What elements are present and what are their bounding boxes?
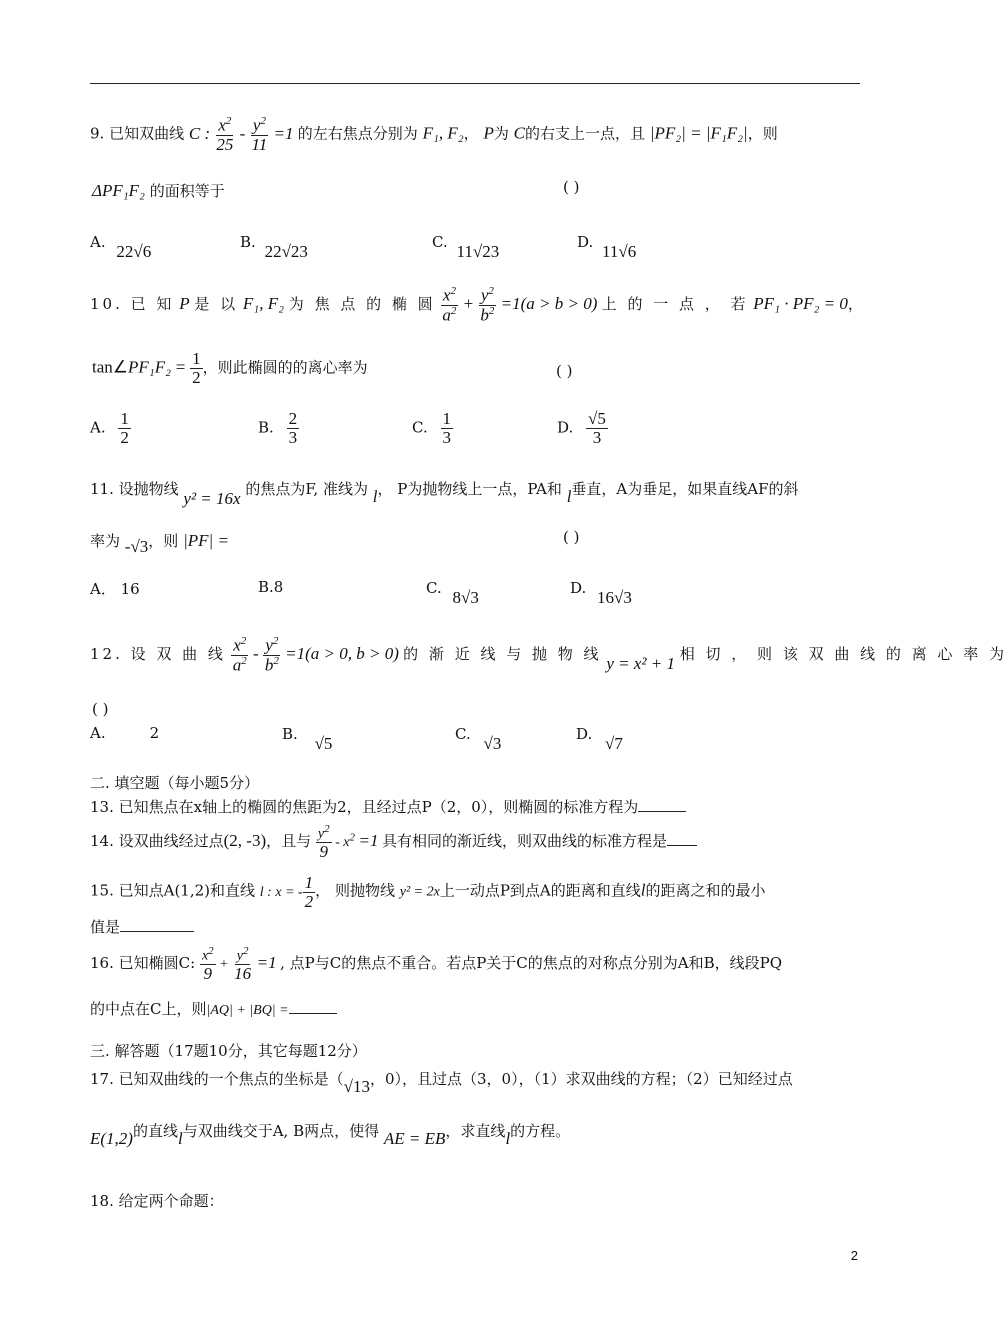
- q9-answer-paren: ( ): [563, 178, 580, 196]
- option-value: $\frac{√5}{3}$: [588, 409, 606, 447]
- q12-option-b: [282, 724, 333, 753]
- q10-text1: 是 以: [194, 294, 239, 313]
- option-label: D.: [576, 725, 593, 743]
- option-value: 8√3: [452, 588, 479, 607]
- q11-text3: 垂直，A为垂足，如果直线AF的斜: [571, 480, 799, 498]
- q10-line2: tan∠PF₁F₂ = $\frac{1}{2}$ ，则此椭圆的的离心率为: [92, 349, 368, 387]
- option-value: 16√3: [597, 588, 632, 607]
- q10-text5: ，则此椭圆的的离心率为: [202, 358, 368, 377]
- q16-text-c: 的中点在C上，则: [90, 1000, 207, 1018]
- q17-line1: [90, 1068, 793, 1096]
- q16-line1: [90, 946, 782, 983]
- q11-parabola: y² = 16x: [183, 489, 241, 508]
- q12-parabola: y = x² + 1: [606, 653, 675, 673]
- q9-text4: 的右支上一点，且: [525, 124, 646, 143]
- q14-equation: $\frac{y^2}{9}$ - $x^2 =1$: [317, 823, 379, 862]
- q10-option-b: [258, 410, 299, 447]
- q16-line2: [90, 998, 337, 1019]
- option-value: $\frac{2}{3}$: [288, 409, 298, 447]
- q9-foci: F₁, F₂: [422, 123, 464, 143]
- option-label: D.: [570, 579, 587, 597]
- q11-text5: ，则: [148, 532, 179, 550]
- q12-option-a: [90, 724, 159, 742]
- q10-ellipse: $\frac{x^2}{a^2}$ + $\frac{y^2}{b^2}$ =1(a > b > 0): [442, 285, 598, 325]
- q17-text-b: ，0），且过点（3，0），（1）求双曲线的方程；（2）已知经过点: [369, 1070, 793, 1088]
- q17-text-f: ，求直线: [445, 1122, 506, 1140]
- q14: [90, 824, 697, 861]
- q15-text-c: 上一动点P到点A的距离和直线: [439, 881, 641, 900]
- q16-text-a: 16. 已知椭圆C:: [90, 953, 196, 972]
- q15-text-b: ， 则抛物线: [315, 881, 395, 900]
- q11-text1: 的焦点为F, 准线为: [245, 480, 368, 498]
- q10-line1: [90, 286, 863, 324]
- q11-line-l: l: [372, 487, 378, 506]
- q10-answer-paren: ( ): [556, 362, 573, 380]
- option-label: D.: [557, 418, 574, 437]
- q14-text-c: 具有相同的渐近线，则双曲线的标准方程是: [382, 831, 668, 850]
- q9-comma: ，: [463, 124, 479, 143]
- option-value: √3: [483, 734, 502, 753]
- q17-root: √13: [343, 1077, 370, 1096]
- q9-option-b: [240, 232, 308, 261]
- q9-point-p: P: [483, 123, 494, 143]
- q11-slope: -√3: [124, 537, 149, 556]
- q9-c: C: [513, 123, 525, 143]
- header-rule: [90, 83, 860, 84]
- option-value: 11√23: [456, 242, 500, 261]
- option-label: B.: [258, 418, 274, 437]
- option-value: 11√6: [602, 242, 637, 261]
- q12-text2: 相 切 ， 则 该 双 曲 线 的 离 心 率 为: [679, 644, 1007, 663]
- option-label: A.: [90, 418, 106, 437]
- q14-text-b: ，且与: [266, 831, 312, 850]
- q14-text-a: 14. 设双曲线经过点: [90, 831, 224, 850]
- page-number: 2: [850, 1248, 858, 1263]
- option-label: A．: [90, 580, 116, 598]
- q10-option-a: [90, 410, 131, 447]
- q9-option-d: [577, 232, 637, 261]
- q9-intro: 9. 已知双曲线: [90, 124, 185, 143]
- q12-hyperbola: $\frac{x^2}{a^2}$ - $\frac{y^2}{b^2}$ =1(a > 0, b > 0): [232, 635, 399, 675]
- q15-parabola: y² = 2x: [399, 884, 440, 900]
- q17-line-l2: l: [505, 1129, 511, 1148]
- q16-blank: [289, 1013, 337, 1014]
- option-label: C.: [426, 579, 442, 597]
- q15-line2: [90, 916, 194, 937]
- q12-answer-paren: ( ): [92, 700, 109, 718]
- option-value: $\frac{1}{3}$: [442, 409, 451, 447]
- q18: 18. 给定两个命题：: [90, 1192, 224, 1210]
- q11-intro: 11. 设抛物线: [90, 480, 179, 498]
- q9-option-a: [90, 232, 152, 261]
- q12-line1: [90, 636, 1007, 674]
- q17-text-a: 17. 已知双曲线的一个焦点的坐标是（: [90, 1070, 344, 1088]
- q10-option-d: [557, 410, 608, 447]
- q17-equation: AE = EB: [383, 1129, 446, 1148]
- q11-option-c: [426, 578, 479, 607]
- q17-text-d: 与双曲线交于A, B两点，使得: [182, 1122, 380, 1140]
- q12-option-c: [455, 724, 502, 753]
- q9-line2: [92, 180, 225, 201]
- option-value: √5: [314, 734, 333, 753]
- option-value: 16: [120, 580, 140, 598]
- q15-text-d: 的距离之和的最小: [645, 881, 766, 900]
- q13-blank: [638, 811, 686, 812]
- q12-option-d: [576, 724, 623, 753]
- q14-point: (2, -3): [223, 830, 267, 850]
- q12-intro: 12. 设 双 曲 线: [90, 644, 226, 663]
- option-value: 22√23: [264, 242, 308, 261]
- q15-line1: [90, 874, 766, 911]
- option-value: 8: [273, 578, 284, 596]
- q17-point-e: E(1,2): [90, 1129, 133, 1148]
- q17-text-c: 的直线: [132, 1122, 178, 1140]
- q9-text6: 的面积等于: [149, 182, 225, 200]
- option-value: √7: [605, 734, 623, 753]
- q9-condition: |PF₂| = |F₁F₂|: [649, 123, 748, 143]
- q11-answer-paren: ( ): [563, 528, 580, 546]
- q15-text-a: 15. 已知点A(1,2)和直线: [90, 881, 256, 900]
- option-label: A.: [90, 233, 106, 251]
- q15-line-l: l: [640, 880, 646, 900]
- q10-option-c: [412, 410, 453, 447]
- option-value: 22√6: [116, 242, 152, 261]
- q11-text2: ， P为抛物线上一点，PA和: [377, 480, 562, 498]
- q13-text: 13. 已知焦点在x轴上的椭圆的焦距为2，且经过点P（2，0），则椭圆的标准方程为: [90, 798, 639, 816]
- q10-intro: 10. 已 知: [90, 294, 175, 313]
- q16-ellipse: $\frac{x^2}{9}$ + $\frac{y^2}{16}$ =1: [201, 945, 277, 984]
- q17-text-g: 的方程。: [510, 1122, 571, 1140]
- q17-line2: [90, 1120, 571, 1148]
- option-label: B.: [258, 578, 274, 596]
- q11-line2: [90, 530, 229, 556]
- q9-triangle: ΔPF₁F₂: [92, 181, 145, 200]
- q11-option-b: [258, 578, 283, 596]
- q16-expression: |AQ| + |BQ| =: [206, 1003, 289, 1018]
- q10-condition: PF₁ · PF₂ = 0: [753, 293, 848, 313]
- q15-text-e: 值是: [90, 918, 121, 936]
- q16-text-b: , 点P与C的焦点不重合。若点P关于C的焦点的对称点分别为A和B，线段PQ: [280, 953, 783, 972]
- q11-text4: 率为: [90, 532, 121, 550]
- q9-text1: 的左右焦点分别为: [297, 124, 418, 143]
- option-label: C.: [455, 725, 471, 743]
- q14-blank: [667, 845, 697, 846]
- q12-text1: 的 渐 近 线 与 抛 物 线: [403, 644, 602, 663]
- q9-line1: [90, 116, 778, 153]
- section-fill-in-title: 二. 填空题（每小题5分）: [90, 774, 260, 792]
- q11-line1: [90, 478, 799, 508]
- option-label: A.: [90, 724, 106, 742]
- option-label: D.: [577, 233, 594, 251]
- q11-line-l2: l: [566, 487, 572, 506]
- q11-option-d: [570, 578, 632, 607]
- q17-line-l: l: [177, 1129, 183, 1148]
- q9-text3: 为: [493, 124, 509, 143]
- q10-text2: 为 焦 点 的 椭 圆: [288, 294, 436, 313]
- q10-foci: F₁, F₂: [242, 293, 285, 313]
- q9-text5: ，则: [747, 124, 778, 143]
- q9-curve: C : $\frac{x^2}{25}$ - $\frac{y^2}{11}$ =1: [188, 115, 294, 154]
- option-label: C.: [432, 233, 448, 251]
- q11-pf: |PF| =: [183, 531, 229, 550]
- option-label: C.: [412, 418, 428, 437]
- section-solve-title: 三. 解答题（17题10分，其它每题12分）: [90, 1042, 367, 1060]
- option-value: 2: [149, 724, 160, 742]
- q10-comma: ，: [847, 294, 863, 313]
- option-value: $\frac{1}{2}$: [120, 409, 129, 447]
- q10-point-p: P: [179, 293, 190, 313]
- option-label: B.: [282, 725, 298, 743]
- q10-text3: 上 的 一 点 ， 若: [601, 294, 749, 313]
- option-label: B.: [240, 233, 256, 251]
- q15-line: l : x = - $\frac{1}{2}$: [259, 873, 314, 911]
- q9-option-c: [432, 232, 500, 261]
- q13: [90, 796, 686, 817]
- q11-option-a: [90, 578, 140, 599]
- q15-blank: [120, 931, 194, 932]
